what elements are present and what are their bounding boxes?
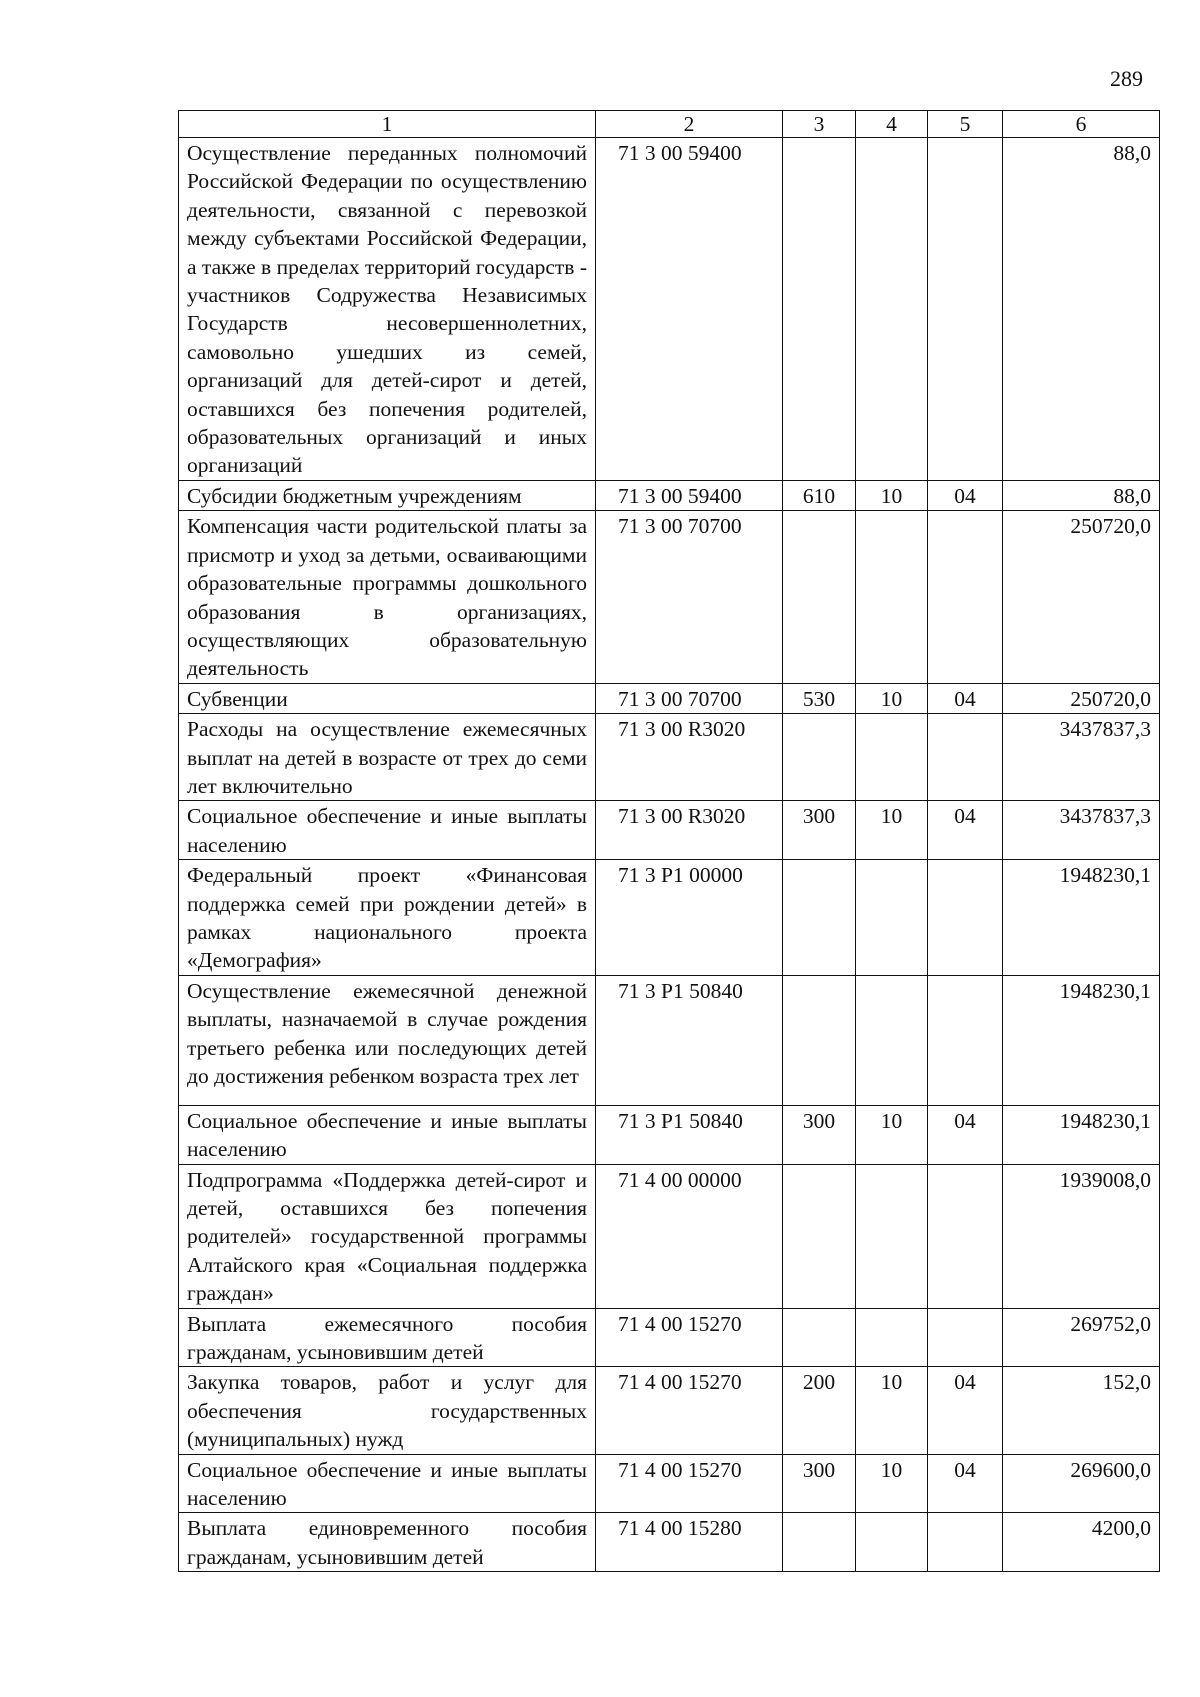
row-amount-cell: 4200,0 xyxy=(1003,1513,1160,1572)
row-col3-cell xyxy=(783,1308,856,1367)
row-col4-cell: 10 xyxy=(856,683,928,713)
row-name-cell: Выплата ежемесячного пособия гражданам, усыновившим детей xyxy=(179,1308,596,1367)
table-row xyxy=(179,975,1160,1105)
row-name-cell: Подпрограмма «Поддержка детей-сирот и детей, оставшихся без попечения родителей» государственной программы Алтайского края «Социальная поддержка граждан» xyxy=(179,1164,596,1308)
table-row xyxy=(179,1367,1160,1454)
column-header-6: 6 xyxy=(1003,111,1160,138)
table-row xyxy=(179,480,1160,510)
row-name-cell: Социальное обеспечение и иные выплаты населению xyxy=(179,1454,596,1513)
row-col3-cell xyxy=(783,511,856,683)
row-amount-cell: 1948230,1 xyxy=(1003,975,1160,1105)
row-amount-cell: 250720,0 xyxy=(1003,683,1160,713)
column-header-4: 4 xyxy=(856,111,928,138)
row-amount-cell: 3437837,3 xyxy=(1003,714,1160,801)
row-col4-cell xyxy=(856,1308,928,1367)
table-row xyxy=(179,138,1160,481)
row-col4-cell: 10 xyxy=(856,801,928,860)
row-col3-cell: 610 xyxy=(783,480,856,510)
page-number: 289 xyxy=(1110,66,1143,91)
row-amount-cell: 88,0 xyxy=(1003,480,1160,510)
column-header-5: 5 xyxy=(928,111,1003,138)
row-name-cell: Субсидии бюджетным учреждениям xyxy=(179,480,596,510)
row-code-cell: 71 3 00 R3020 xyxy=(596,801,783,860)
row-col5-cell xyxy=(928,975,1003,1105)
table-row xyxy=(179,1308,1160,1367)
row-amount-cell: 250720,0 xyxy=(1003,511,1160,683)
row-col5-cell: 04 xyxy=(928,1367,1003,1454)
row-col4-cell xyxy=(856,138,928,481)
row-amount-cell: 152,0 xyxy=(1003,1367,1160,1454)
row-col5-cell xyxy=(928,511,1003,683)
row-col4-cell xyxy=(856,975,928,1105)
table-row xyxy=(179,683,1160,713)
row-col3-cell xyxy=(783,1164,856,1308)
row-code-cell: 71 4 00 00000 xyxy=(596,1164,783,1308)
row-col3-cell: 300 xyxy=(783,1454,856,1513)
row-name-cell: Субвенции xyxy=(179,683,596,713)
row-col5-cell xyxy=(928,1308,1003,1367)
row-code-cell: 71 3 00 R3020 xyxy=(596,714,783,801)
table-header-row xyxy=(179,111,1160,138)
row-col3-cell: 200 xyxy=(783,1367,856,1454)
row-col4-cell: 10 xyxy=(856,1105,928,1164)
row-name-cell: Осуществление переданных полномочий Российской Федерации по осуществлению деятельности, связанной с перевозкой между субъектами Российской Федерации, а также в пределах территорий государств - участников Содружества Независимых Государств несовершеннолетних, самовольно ушедших из семей, организаций для детей-сирот и детей, оставшихся без попечения родителей, образовательных организаций и иных организаций xyxy=(179,138,596,481)
row-code-cell: 71 3 00 70700 xyxy=(596,683,783,713)
row-name-cell: Социальное обеспечение и иные выплаты населению xyxy=(179,801,596,860)
row-col5-cell xyxy=(928,1513,1003,1572)
row-col5-cell: 04 xyxy=(928,801,1003,860)
table-row xyxy=(179,1105,1160,1164)
row-col3-cell: 300 xyxy=(783,1105,856,1164)
row-amount-cell: 1948230,1 xyxy=(1003,860,1160,976)
row-amount-cell: 1939008,0 xyxy=(1003,1164,1160,1308)
row-code-cell: 71 4 00 15270 xyxy=(596,1308,783,1367)
row-name-cell: Компенсация части родительской платы за присмотр и уход за детьми, осваивающими образовательные программы дошкольного образования в организациях, осуществляющих образовательную деятельность xyxy=(179,511,596,683)
row-name-cell: Социальное обеспечение и иные выплаты населению xyxy=(179,1105,596,1164)
row-amount-cell: 3437837,3 xyxy=(1003,801,1160,860)
row-name-cell: Закупка товаров, работ и услуг для обеспечения государственных (муниципальных) нужд xyxy=(179,1367,596,1454)
row-code-cell: 71 4 00 15280 xyxy=(596,1513,783,1572)
row-col4-cell xyxy=(856,714,928,801)
row-col5-cell xyxy=(928,138,1003,481)
row-col3-cell xyxy=(783,138,856,481)
table-row xyxy=(179,1513,1160,1572)
row-col4-cell: 10 xyxy=(856,1454,928,1513)
row-code-cell: 71 3 00 59400 xyxy=(596,138,783,481)
row-col3-cell xyxy=(783,860,856,976)
row-code-cell: 71 3 00 70700 xyxy=(596,511,783,683)
row-code-cell: 71 4 00 15270 xyxy=(596,1367,783,1454)
row-amount-cell: 1948230,1 xyxy=(1003,1105,1160,1164)
table-row xyxy=(179,714,1160,801)
table-row xyxy=(179,1454,1160,1513)
row-name-cell: Осуществление ежемесячной денежной выплаты, назначаемой в случае рождения третьего ребенка или последующих детей до достижения ребенком возраста трех лет xyxy=(179,975,596,1105)
table-row xyxy=(179,1164,1160,1308)
row-col5-cell xyxy=(928,714,1003,801)
row-code-cell: 71 3 P1 50840 xyxy=(596,975,783,1105)
row-amount-cell: 269600,0 xyxy=(1003,1454,1160,1513)
row-code-cell: 71 4 00 15270 xyxy=(596,1454,783,1513)
row-code-cell: 71 3 P1 50840 xyxy=(596,1105,783,1164)
row-code-cell: 71 3 00 59400 xyxy=(596,480,783,510)
row-col5-cell xyxy=(928,860,1003,976)
column-header-2: 2 xyxy=(596,111,783,138)
row-col5-cell: 04 xyxy=(928,1454,1003,1513)
table-row xyxy=(179,801,1160,860)
row-col4-cell xyxy=(856,1513,928,1572)
row-col5-cell: 04 xyxy=(928,683,1003,713)
row-col5-cell: 04 xyxy=(928,480,1003,510)
row-code-cell: 71 3 P1 00000 xyxy=(596,860,783,976)
row-name-cell: Федеральный проект «Финансовая поддержка семей при рождении детей» в рамках национального проекта «Демография» xyxy=(179,860,596,976)
row-col5-cell xyxy=(928,1164,1003,1308)
row-col3-cell xyxy=(783,1513,856,1572)
row-name-cell: Выплата единовременного пособия гражданам, усыновившим детей xyxy=(179,1513,596,1572)
row-col4-cell xyxy=(856,511,928,683)
row-col3-cell: 530 xyxy=(783,683,856,713)
row-col3-cell xyxy=(783,714,856,801)
budget-table xyxy=(178,110,1160,1572)
column-header-1: 1 xyxy=(179,111,596,138)
row-name-cell: Расходы на осуществление ежемесячных выплат на детей в возрасте от трех до семи лет включительно xyxy=(179,714,596,801)
row-col5-cell: 04 xyxy=(928,1105,1003,1164)
row-col3-cell xyxy=(783,975,856,1105)
column-header-3: 3 xyxy=(783,111,856,138)
table-row xyxy=(179,860,1160,976)
row-col4-cell xyxy=(856,860,928,976)
row-col3-cell: 300 xyxy=(783,801,856,860)
row-col4-cell: 10 xyxy=(856,480,928,510)
row-col4-cell: 10 xyxy=(856,1367,928,1454)
table-row xyxy=(179,511,1160,683)
row-amount-cell: 88,0 xyxy=(1003,138,1160,481)
row-col4-cell xyxy=(856,1164,928,1308)
row-amount-cell: 269752,0 xyxy=(1003,1308,1160,1367)
